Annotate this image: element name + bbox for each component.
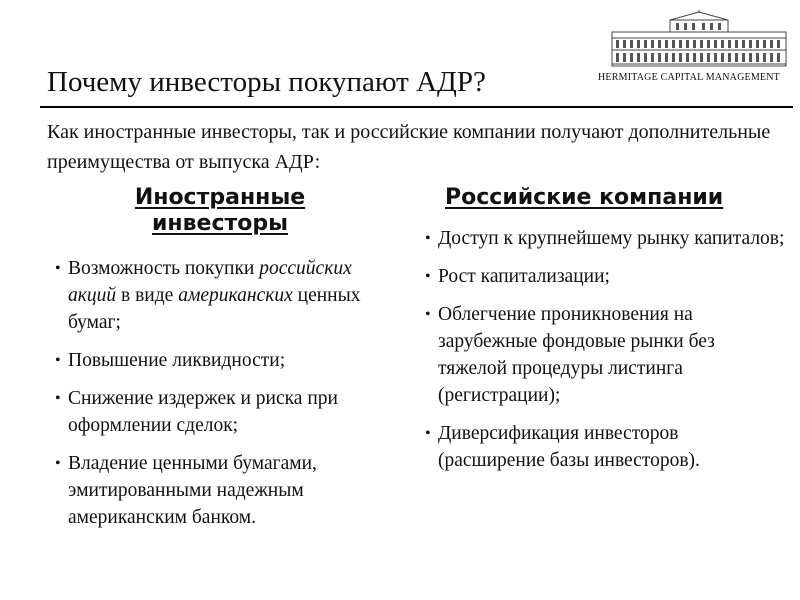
bullet-icon: •	[55, 352, 61, 369]
logo-caption: HERMITAGE CAPITAL MANAGEMENT	[598, 72, 780, 83]
heading-line-2: инвесторы	[151, 211, 288, 236]
list-item: • Владение ценными бумагами, эмитированными надежным американским банком.	[55, 450, 385, 531]
list-item: • Рост капитализации;	[425, 263, 785, 290]
hermitage-logo	[610, 10, 788, 70]
list-item: • Доступ к крупнейшему рынку капиталов;	[425, 225, 785, 252]
foreign-investors-column	[55, 185, 385, 542]
list-item: • Возможность покупки российских акций в виде американских ценных бумаг;	[55, 255, 385, 336]
list-item: • Диверсификация инвесторов (расширение базы инвесторов).	[425, 420, 785, 474]
title-divider	[40, 106, 793, 108]
foreign-investors-list	[55, 255, 385, 531]
page-title: Почему инвесторы покупают АДР?	[47, 66, 486, 98]
bullet-icon: •	[55, 455, 61, 472]
bullet-icon: •	[55, 390, 61, 407]
russian-companies-list	[425, 225, 785, 474]
heading-line-1: Иностранные	[134, 185, 306, 210]
bullet-icon: •	[425, 230, 431, 247]
list-item: • Облегчение проникновения на зарубежные фондовые рынки без тяжелой процедуры листинга (регистрации);	[425, 301, 785, 409]
russian-companies-column	[425, 185, 785, 485]
foreign-investors-heading	[55, 185, 385, 237]
hermitage-building-icon	[610, 10, 788, 70]
russian-companies-heading: Российские компании	[445, 185, 724, 210]
list-item: • Снижение издержек и риска при оформлении сделок;	[55, 385, 385, 439]
bullet-icon: •	[425, 425, 431, 442]
bullet-icon: •	[425, 306, 431, 323]
bullet-icon: •	[55, 260, 61, 277]
list-item: • Повышение ликвидности;	[55, 347, 385, 374]
intro-text: Как иностранные инвесторы, так и российские компании получают дополнительные преимущества от выпуска АДР:	[47, 121, 771, 173]
bullet-icon: •	[425, 268, 431, 285]
